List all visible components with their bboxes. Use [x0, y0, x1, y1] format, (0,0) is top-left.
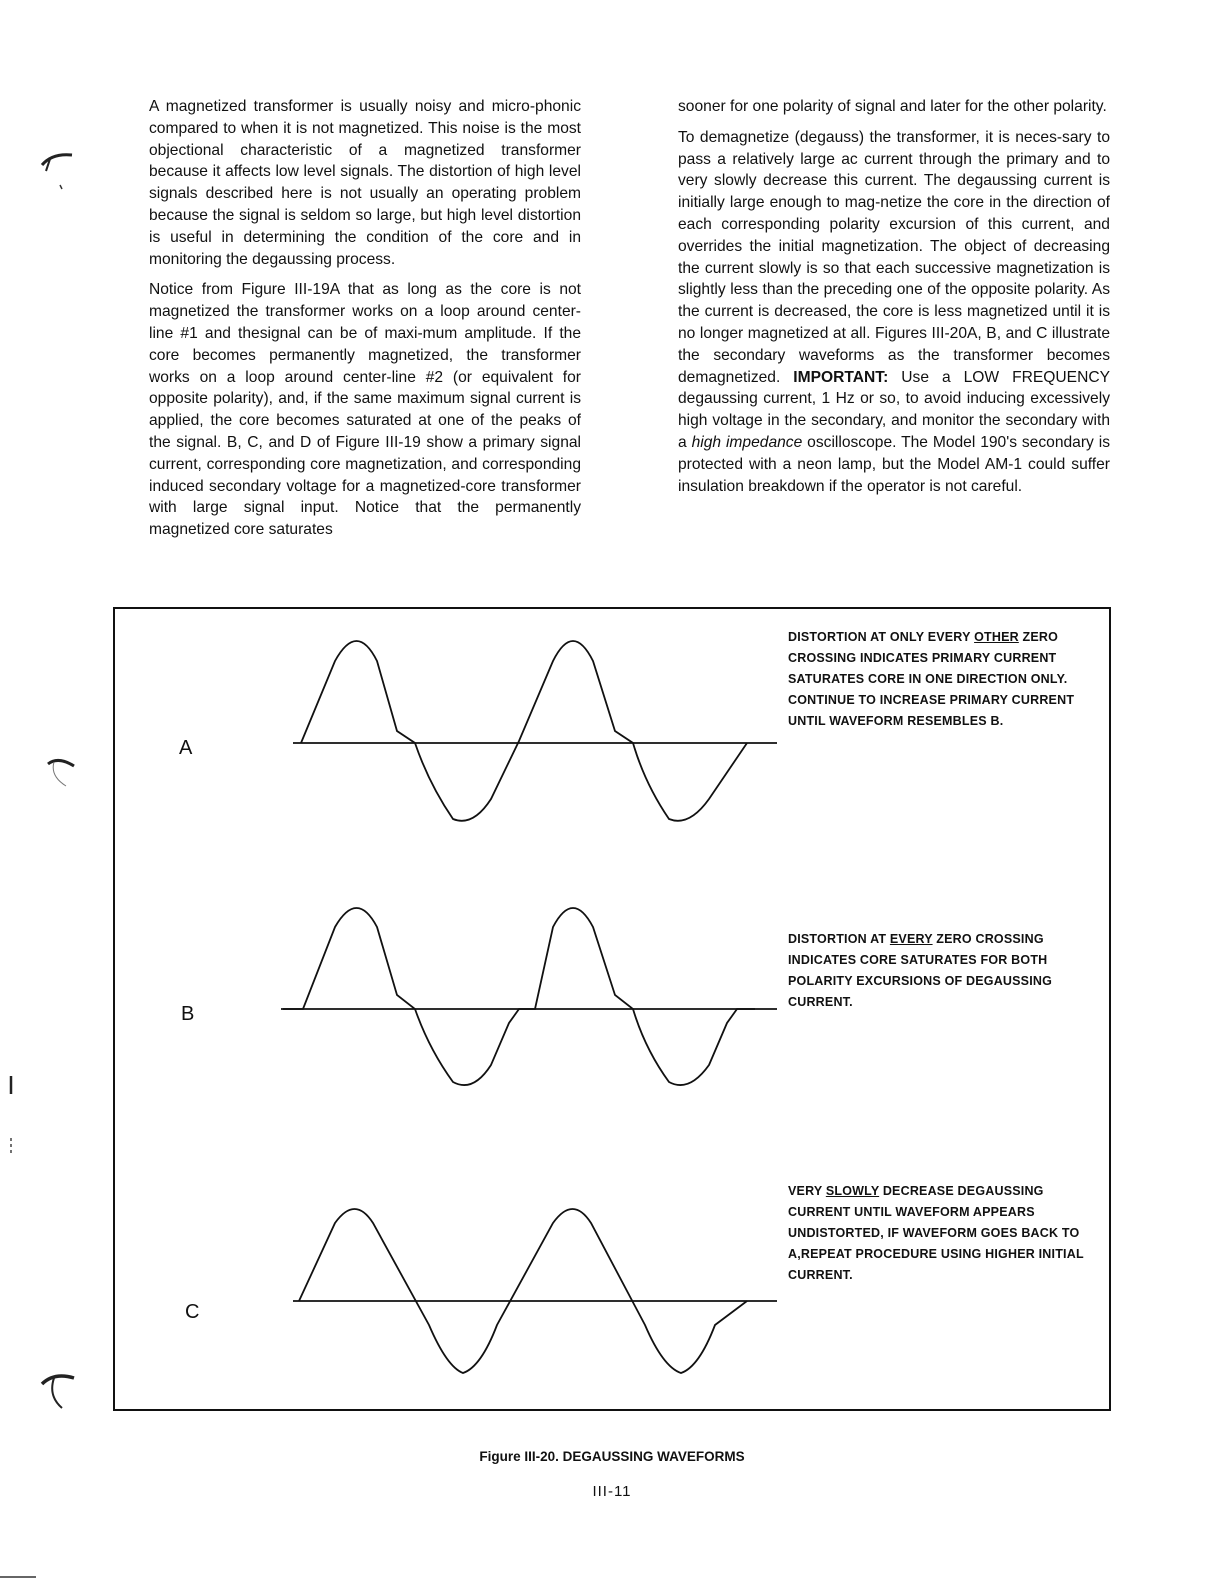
- annotation-emphasis: EVERY: [889, 932, 933, 946]
- paragraph-text: oscilloscope. The Model 190's secondary is protected with a neon lamp, but the Model AM-1 could suffer insulation breakdown if the operator is not careful.: [678, 433, 1110, 495]
- waveform-a: [301, 641, 747, 821]
- scan-artifact: [38, 1366, 82, 1416]
- figure-caption: Figure III-20. DEGAUSSING WAVEFORMS: [479, 1449, 745, 1464]
- paragraph-text: Use a LOW FREQUENCY degaussing current, 1 Hz or so, to avoid inducing excessively high voltage in the secondary, and monitor the secondary with a: [678, 368, 1111, 451]
- annotation-text: VERY: [788, 1184, 823, 1198]
- left-column: [149, 96, 581, 550]
- panel-label-b: B: [181, 1003, 195, 1025]
- annotation-c: [788, 1181, 1108, 1286]
- panel-label-c: C: [185, 1301, 200, 1323]
- annotation-text: ZERO CROSSING INDICATES PRIMARY CURRENT SATURATES CORE IN ONE DIRECTION ONLY. CONTINUE TO INCREASE PRIMARY CURRENT UNTIL WAVEFORM RESEMBLES B.: [788, 630, 1075, 728]
- panel-label-a: A: [179, 737, 193, 759]
- annotation-a: [788, 627, 1108, 732]
- annotation-text: ZERO CROSSING INDICATES CORE SATURATES FOR BOTH POLARITY EXCURSIONS OF DEGAUSSING CURRENT.: [788, 932, 1053, 1009]
- annotation-b: [788, 929, 1108, 1013]
- right-column: [678, 96, 1110, 506]
- paragraph: [678, 127, 1110, 498]
- annotation-text: DECREASE DEGAUSSING CURRENT UNTIL WAVEFORM APPEARS UNDISTORTED, IF WAVEFORM GOES BACK TO A,REPEAT PROCEDURE USING HIGHER INITIAL CURRENT.: [788, 1184, 1084, 1282]
- paragraph: Notice from Figure III-19A that as long as the core is not magnetized the transformer works on a loop around center-line #1 and thesignal can be of maxi-mum amplitude. If the core becomes permanently magnetized, the transformer works on a loop around center-line #2 (or equivalent for opposite polarity), and, if the same maximum signal current is applied, the core becomes saturated at one of the peaks of the signal. B, C, and D of Figure III-19 show a primary signal current, corresponding core magnetization, and corresponding induced secondary voltage for a magnetized-core transformer with large signal input. Notice that the permanently magnetized core saturates: [149, 281, 581, 539]
- scan-artifact: [44, 752, 84, 792]
- paragraph: A magnetized transformer is usually noisy and micro-phonic compared to when it is not magnetized. This noise is the most objectional characteristic of a magnetized transformer because it affects low level signals. The distortion of high level signals described here is not usually an operating problem because the signal is seldom so large, but high level distortion is useful in determining the condition of the core and in monitoring the degaussing process.: [149, 98, 581, 268]
- figure-frame: [113, 607, 1111, 1411]
- scan-artifact: [4, 1074, 18, 1164]
- annotation-emphasis: SLOWLY: [825, 1184, 880, 1198]
- annotation-text: DISTORTION AT ONLY EVERY: [788, 630, 971, 644]
- page-number: III-11: [592, 1483, 632, 1500]
- scan-artifact: [38, 145, 78, 195]
- emphasis-text: high impedance: [691, 433, 803, 451]
- paragraph: sooner for one polarity of signal and later for the other polarity.: [678, 98, 1107, 115]
- annotation-emphasis: OTHER: [974, 630, 1019, 644]
- waveform-b: [283, 908, 755, 1085]
- waveform-c: [299, 1209, 747, 1373]
- paragraph-text: To demagnetize (degauss) the transformer, it is neces-sary to pass a relatively large ac current through the primary and to very slowly decrease this current. The degaussing current is initially large enough to mag-netize the core in the direction of each corresponding polarity excursion of this current, and overrides the initial magnetization. The object of decreasing the current slowly is so that each successive magnetization is slightly less than the preceding one of the opposite polarity. As the current is decreased, the core is less magnetized until it is no longer magnetized at all. Figures III-20A, B, and C illustrate the secondary waveforms as the transformer becomes demagnetized.: [678, 128, 1110, 386]
- annotation-text: DISTORTION AT: [788, 932, 887, 946]
- scan-artifact: [0, 1574, 40, 1580]
- important-label: IMPORTANT:: [793, 368, 889, 386]
